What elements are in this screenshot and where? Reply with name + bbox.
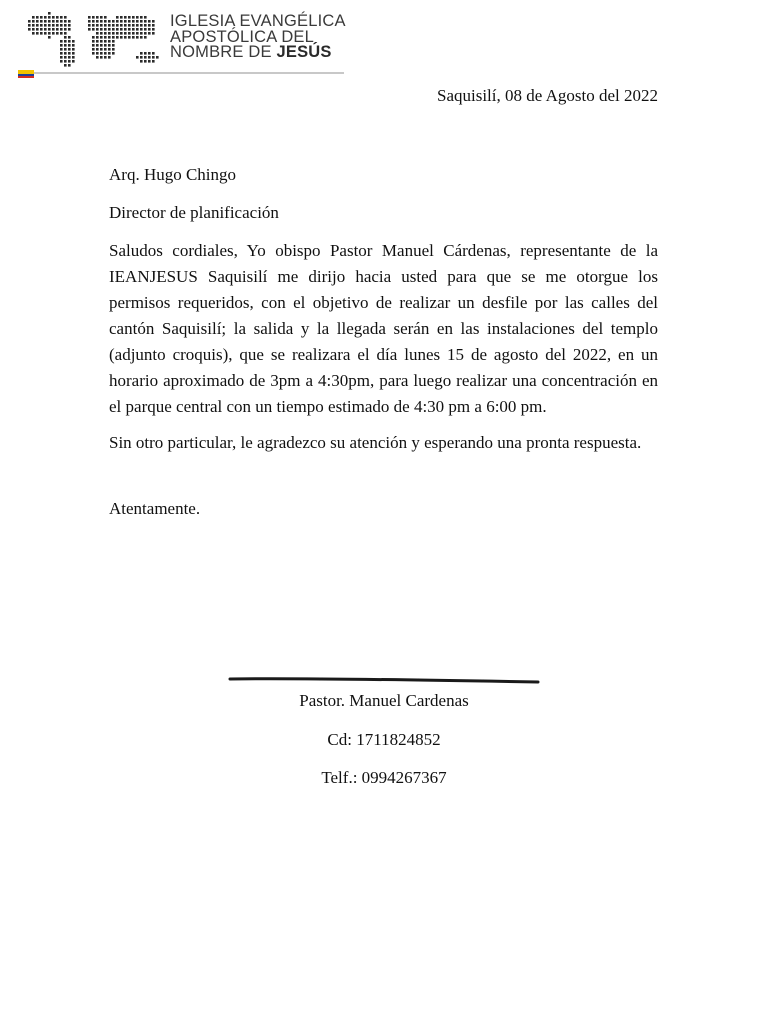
map-dot	[32, 24, 35, 27]
map-dot	[72, 40, 75, 43]
map-dot	[104, 32, 107, 35]
map-dot	[64, 56, 67, 59]
map-dot	[144, 52, 147, 55]
map-dot	[140, 36, 143, 39]
body-paragraph-1: Saludos cordiales, Yo obispo Pastor Manuel Cárdenas, representante de la IEANJESUS Saquisilí me dirijo hacia usted para que se me otorgue los permisos requeridos, con el objetivo de realizar un desfile por las calles del cantón Saquisilí; la salida y la llegada serán en las instalaciones del templo (adjunto croquis), que se realizara el día lunes 15 de agosto del 2022, en un horario aproximado de 3pm a 4:30pm, para luego realizar una concentración en el parque central con un tiempo estimado de 4:30 pm a 6:00 pm.	[109, 241, 658, 416]
map-dot	[148, 24, 151, 27]
map-dot	[100, 36, 103, 39]
map-dot	[108, 24, 111, 27]
map-dot	[116, 24, 119, 27]
map-dot	[120, 28, 123, 31]
map-dot	[148, 56, 151, 59]
map-dot	[48, 28, 51, 31]
recipient-role: Director de planificación	[109, 203, 279, 222]
map-dot	[60, 52, 63, 55]
map-dot	[36, 28, 39, 31]
map-dot	[104, 28, 107, 31]
map-dot	[32, 28, 35, 31]
map-dot	[148, 52, 151, 55]
map-dot	[52, 24, 55, 27]
map-dot	[68, 64, 71, 67]
body-paragraph-2: Sin otro particular, le agradezco su atención y esperando una pronta respuesta.	[109, 433, 642, 452]
map-dot	[36, 16, 39, 19]
map-dot	[92, 40, 95, 43]
map-dot	[44, 28, 47, 31]
map-dot	[92, 44, 95, 47]
map-dot	[140, 60, 143, 63]
map-dot	[64, 32, 67, 35]
org-line-3	[170, 45, 346, 61]
map-dot	[96, 28, 99, 31]
letterhead	[18, 6, 348, 78]
map-dot	[52, 32, 55, 35]
map-dot	[64, 24, 67, 27]
map-dot	[124, 36, 127, 39]
map-dot	[100, 56, 103, 59]
map-dot	[44, 16, 47, 19]
map-dot	[108, 20, 111, 23]
map-dot	[56, 24, 59, 27]
map-dot	[120, 24, 123, 27]
map-dot	[144, 28, 147, 31]
map-dot	[68, 36, 71, 39]
map-dot	[64, 64, 67, 67]
map-dot	[60, 24, 63, 27]
map-dot	[48, 32, 51, 35]
map-dot	[96, 56, 99, 59]
map-dot	[96, 48, 99, 51]
map-dot	[64, 16, 67, 19]
map-dot	[96, 44, 99, 47]
map-dot	[112, 48, 115, 51]
map-dot	[28, 28, 31, 31]
map-dot	[128, 36, 131, 39]
map-dot	[72, 48, 75, 51]
map-dot	[52, 20, 55, 23]
map-dot	[60, 32, 63, 35]
map-dot	[128, 20, 131, 23]
map-dot	[60, 28, 63, 31]
map-dot	[108, 40, 111, 43]
map-dot	[112, 36, 115, 39]
map-dot	[116, 36, 119, 39]
signature-line	[228, 676, 540, 686]
map-dot	[104, 16, 107, 19]
map-dot	[104, 52, 107, 55]
map-dot	[152, 56, 155, 59]
map-dot	[136, 32, 139, 35]
map-dot	[64, 48, 67, 51]
org-line-1: IGLESIA EVANGÉLICA	[170, 12, 346, 30]
map-dot	[136, 24, 139, 27]
map-dot	[144, 60, 147, 63]
map-dot	[148, 60, 151, 63]
map-dot	[140, 20, 143, 23]
map-dot	[112, 44, 115, 47]
map-dot	[136, 20, 139, 23]
map-dot	[140, 56, 143, 59]
map-dot	[120, 20, 123, 23]
map-dot	[112, 32, 115, 35]
map-dot	[40, 28, 43, 31]
map-dot	[108, 44, 111, 47]
map-dot	[144, 56, 147, 59]
map-dot	[100, 48, 103, 51]
map-dot	[96, 32, 99, 35]
map-dot	[68, 20, 71, 23]
map-dot	[100, 16, 103, 19]
map-dot	[68, 48, 71, 51]
map-dot	[104, 20, 107, 23]
map-dot	[100, 28, 103, 31]
map-dot	[124, 20, 127, 23]
map-dot	[72, 52, 75, 55]
map-dot	[64, 20, 67, 23]
map-dot	[156, 56, 159, 59]
map-dot	[60, 20, 63, 23]
map-dot	[96, 16, 99, 19]
map-dot	[28, 24, 31, 27]
map-dot	[100, 40, 103, 43]
map-dot	[116, 16, 119, 19]
map-dot	[148, 28, 151, 31]
map-dot	[104, 56, 107, 59]
map-dot	[128, 16, 131, 19]
org-line-3-prefix: NOMBRE DE	[170, 43, 277, 61]
letter-body	[109, 162, 658, 522]
map-dot	[116, 20, 119, 23]
map-dot	[152, 52, 155, 55]
map-dot	[92, 16, 95, 19]
map-dot	[120, 36, 123, 39]
map-dot	[68, 40, 71, 43]
map-dot	[144, 36, 147, 39]
map-dot	[68, 28, 71, 31]
map-dot	[112, 40, 115, 43]
map-dot	[128, 32, 131, 35]
map-dot	[52, 28, 55, 31]
map-dot	[96, 40, 99, 43]
map-dot	[40, 32, 43, 35]
map-dot	[140, 52, 143, 55]
map-dot	[116, 32, 119, 35]
recipient-name: Arq. Hugo Chingo	[109, 165, 237, 184]
map-dot	[64, 52, 67, 55]
map-dot	[40, 20, 43, 23]
map-dot	[100, 52, 103, 55]
map-dot	[48, 12, 51, 15]
map-dot	[96, 36, 99, 39]
map-dot	[52, 16, 55, 19]
map-dot	[152, 32, 155, 35]
map-dot	[136, 36, 139, 39]
map-dot	[64, 44, 67, 47]
map-dot	[44, 32, 47, 35]
map-dot	[144, 20, 147, 23]
map-dot	[96, 24, 99, 27]
map-dot	[60, 16, 63, 19]
map-dot	[108, 52, 111, 55]
map-dot	[132, 24, 135, 27]
map-dot	[88, 20, 91, 23]
map-dot	[100, 24, 103, 27]
signer-id: Cd: 1711824852	[327, 729, 441, 749]
map-dot	[104, 24, 107, 27]
map-dot	[56, 28, 59, 31]
map-dot	[140, 24, 143, 27]
signer-phone: Telf.: 0994267367	[321, 768, 447, 787]
map-dot	[32, 20, 35, 23]
map-dot	[128, 24, 131, 27]
map-dot	[136, 56, 139, 59]
organization-name	[170, 14, 346, 61]
map-dot	[92, 20, 95, 23]
map-dot	[28, 20, 31, 23]
map-dot	[92, 48, 95, 51]
map-dot	[64, 36, 67, 39]
map-dot	[96, 20, 99, 23]
map-dot	[32, 16, 35, 19]
map-dot	[48, 24, 51, 27]
map-dot	[92, 52, 95, 55]
map-dot	[36, 24, 39, 27]
map-dot	[68, 60, 71, 63]
ecuador-flag-icon	[18, 70, 34, 78]
map-dot	[108, 28, 111, 31]
map-dot	[136, 28, 139, 31]
map-dot	[72, 44, 75, 47]
map-dot	[88, 16, 91, 19]
map-dot	[56, 32, 59, 35]
map-dot	[140, 32, 143, 35]
map-dot	[100, 20, 103, 23]
map-dot	[104, 40, 107, 43]
map-dot	[92, 28, 95, 31]
map-dot	[104, 48, 107, 51]
map-dot	[124, 24, 127, 27]
map-dot	[68, 44, 71, 47]
map-dot	[60, 56, 63, 59]
map-dot	[36, 32, 39, 35]
map-dot	[60, 40, 63, 43]
map-dot	[128, 28, 131, 31]
map-dot	[144, 24, 147, 27]
header-divider	[24, 72, 344, 74]
map-dot	[132, 28, 135, 31]
map-dot	[108, 32, 111, 35]
map-dot	[72, 56, 75, 59]
map-dot	[56, 20, 59, 23]
org-line-2: APOSTÓLICA DEL	[170, 27, 315, 46]
map-dot	[68, 24, 71, 27]
map-dot	[144, 16, 147, 19]
map-dot	[36, 20, 39, 23]
map-dot	[48, 16, 51, 19]
place-date: Saquisilí, 08 de Agosto del 2022	[437, 86, 658, 105]
map-dot	[108, 36, 111, 39]
map-dot	[56, 16, 59, 19]
map-dot	[60, 44, 63, 47]
map-dot	[48, 20, 51, 23]
map-dot	[40, 24, 43, 27]
map-dot	[108, 56, 111, 59]
map-dot	[48, 36, 51, 39]
map-dot	[152, 28, 155, 31]
map-dot	[100, 44, 103, 47]
map-dot	[124, 28, 127, 31]
map-dot	[40, 16, 43, 19]
map-dot	[44, 20, 47, 23]
map-dot	[104, 44, 107, 47]
map-dot	[96, 52, 99, 55]
map-dot	[88, 28, 91, 31]
map-dot	[144, 32, 147, 35]
map-dot	[120, 32, 123, 35]
map-dot	[132, 36, 135, 39]
map-dot	[132, 32, 135, 35]
map-dot	[32, 32, 35, 35]
map-dot	[112, 52, 115, 55]
map-dot	[124, 32, 127, 35]
map-dot	[44, 24, 47, 27]
map-dot	[60, 48, 63, 51]
map-dot	[92, 36, 95, 39]
map-dot	[64, 60, 67, 63]
map-dot	[124, 16, 127, 19]
map-dot	[152, 24, 155, 27]
map-dot	[152, 60, 155, 63]
map-dot	[112, 28, 115, 31]
map-dot	[112, 24, 115, 27]
world-map-logo-icon	[18, 6, 168, 72]
map-dot	[140, 28, 143, 31]
map-dot	[104, 36, 107, 39]
map-dot	[112, 20, 115, 23]
map-dot	[132, 16, 135, 19]
map-dot	[68, 56, 71, 59]
map-dot	[92, 24, 95, 27]
map-dot	[88, 24, 91, 27]
closing: Atentamente.	[109, 499, 201, 518]
map-dot	[64, 28, 67, 31]
map-dot	[64, 40, 67, 43]
map-dot	[72, 60, 75, 63]
map-dot	[116, 28, 119, 31]
map-dot	[120, 16, 123, 19]
map-dot	[132, 20, 135, 23]
map-dot	[68, 52, 71, 55]
map-dot	[136, 16, 139, 19]
map-dot	[148, 20, 151, 23]
map-dot	[140, 16, 143, 19]
signature-block	[228, 688, 540, 804]
org-line-3-bold: JESÚS	[276, 43, 332, 61]
map-dot	[148, 32, 151, 35]
map-dot	[60, 60, 63, 63]
map-dot	[152, 20, 155, 23]
map-dot	[100, 32, 103, 35]
map-dot	[108, 48, 111, 51]
signer-name: Pastor. Manuel Cardenas	[299, 691, 469, 710]
